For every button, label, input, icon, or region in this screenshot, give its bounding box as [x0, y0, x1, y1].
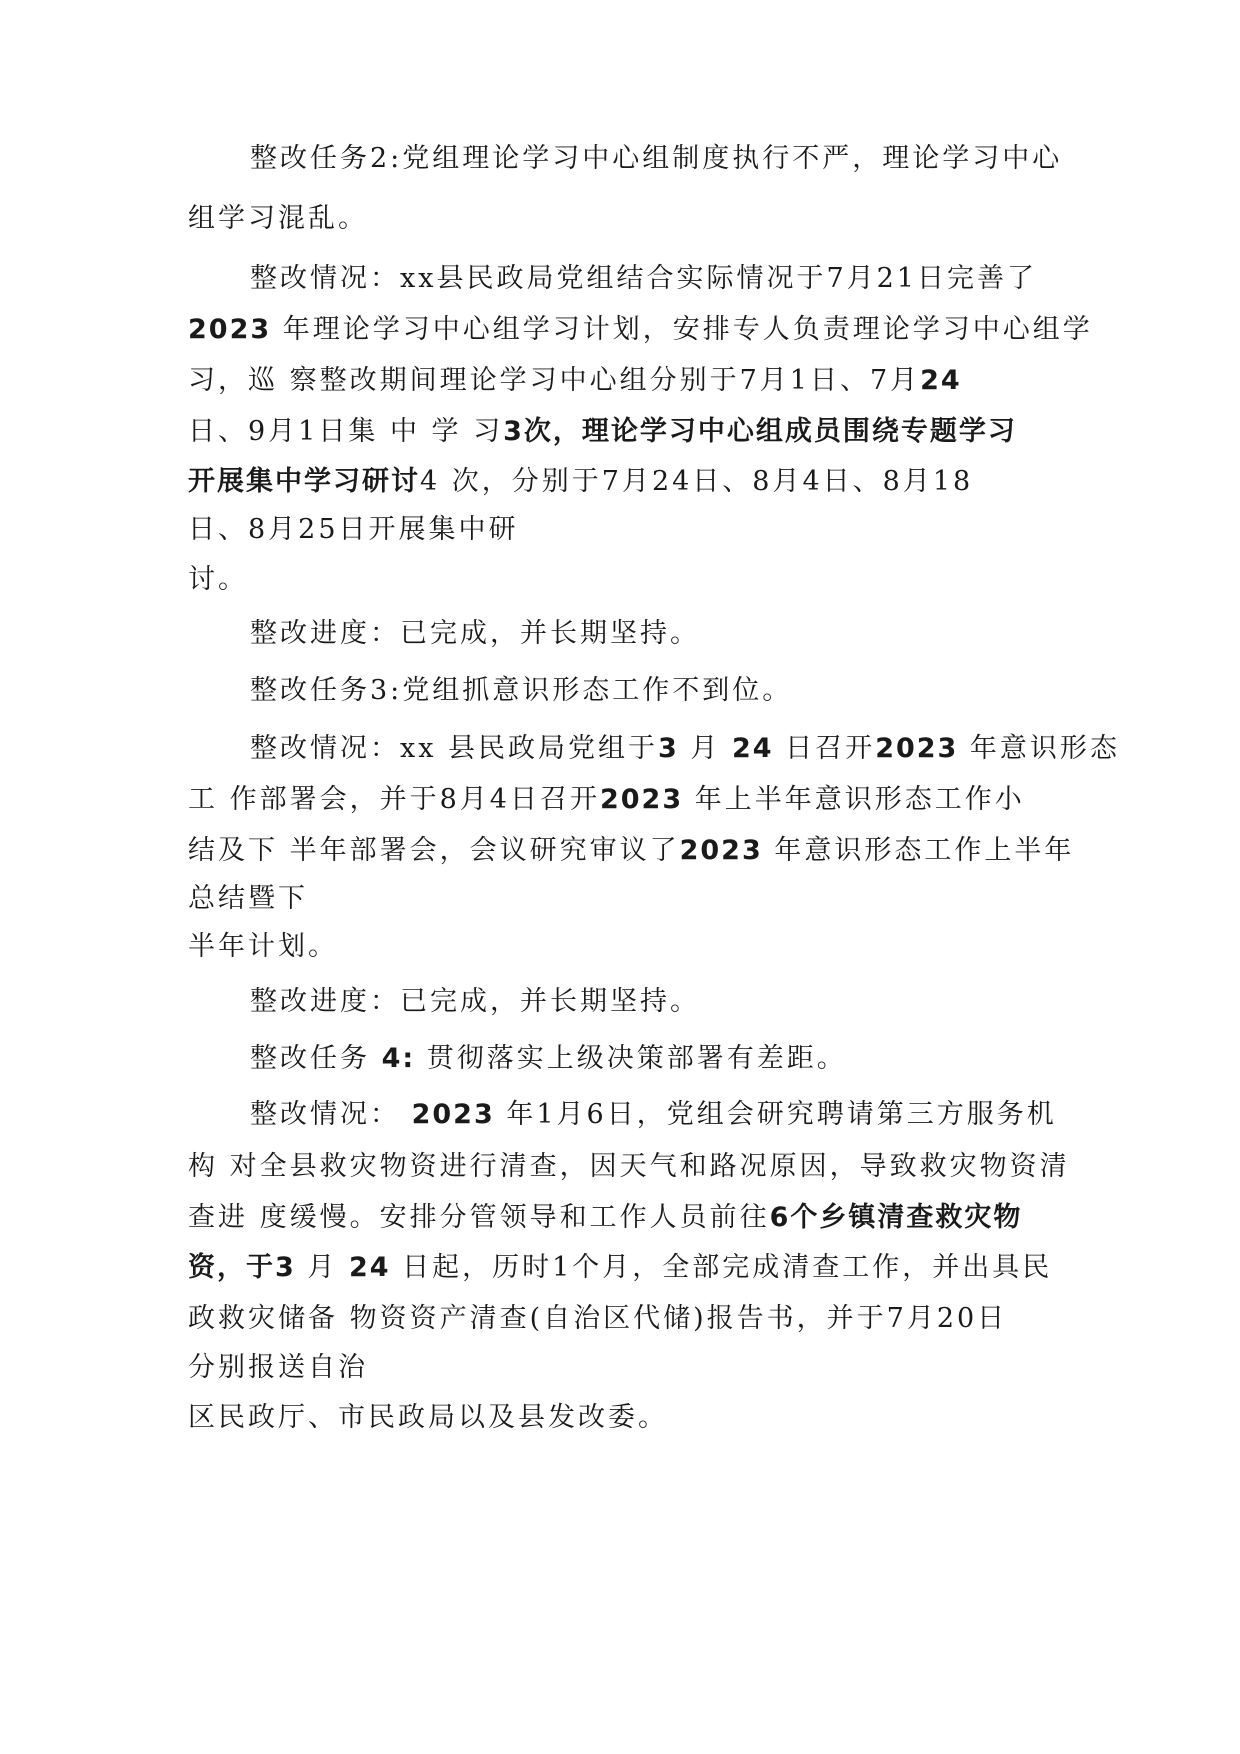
text-segment: 习，巡 察整改期间理论学习中心组分别于7月1日、7月	[188, 365, 921, 396]
paragraph-line	[188, 512, 1068, 548]
text-segment: 月	[678, 733, 733, 764]
text-segment: 整改任务3:党组抓意识形态工作不到位。	[250, 675, 793, 706]
text-segment: 整改情况：xx 县民政局党组于	[250, 733, 659, 764]
text-segment: 整改进度：已完成，并长期坚持。	[250, 986, 700, 1017]
paragraph-line	[250, 731, 1120, 767]
paragraph-line	[188, 833, 1075, 869]
paragraph-line	[250, 984, 1068, 1020]
paragraph-line	[188, 782, 1068, 818]
text-segment: 年1月6日，党组会研究聘请第三方服务机	[494, 1099, 1057, 1130]
text-segment: 整改情况：xx县民政局党组结合实际情况于7月21日完善了	[250, 263, 1037, 294]
paragraph-line	[188, 1200, 1068, 1236]
bold-text: 3	[658, 733, 679, 764]
text-segment: 日召开	[773, 733, 876, 764]
text-segment: 年理论学习中心组学习计划，安排专人负责理论学习中心组学	[271, 314, 1093, 345]
paragraph-line	[188, 414, 1068, 450]
paragraph-line	[188, 1149, 1068, 1185]
text-segment: 年意识形态工作上半年	[762, 835, 1075, 866]
paragraph-line	[188, 881, 1068, 917]
text-segment: 构 对全县救灾物资进行清查，因天气和路况原因，导致救灾物资清	[188, 1151, 1070, 1182]
text-segment: 贯彻落实上级决策部署有差距。	[415, 1043, 847, 1074]
bold-text: 24	[348, 1252, 391, 1283]
text-segment: 组学习混乱。	[188, 203, 368, 234]
text-segment: 政救灾储备 物资资产清查(自治区代储)报告书，并于7月20日	[188, 1303, 1008, 1334]
paragraph-line	[188, 1400, 1068, 1436]
text-segment: 4 次，分别于7月24日、8月4日、8月18	[420, 466, 974, 497]
paragraph-line	[188, 363, 1068, 399]
text-segment: 整改任务	[250, 1043, 382, 1074]
text-segment: 整改进度：已完成，并长期坚持。	[250, 618, 700, 649]
text-segment: 年上半年意识形态工作小	[683, 784, 1025, 815]
bold-text: 开展集中学习研讨	[188, 466, 420, 497]
paragraph-line	[250, 261, 1068, 297]
text-segment: 整改情况：	[250, 1099, 412, 1130]
text-segment: 半年计划。	[188, 931, 338, 962]
paragraph-line	[188, 312, 1093, 348]
bold-text: 2023	[679, 835, 763, 866]
text-segment: 区民政厅、市民政局以及县发改委。	[188, 1402, 668, 1433]
bold-text: 24	[920, 365, 962, 396]
bold-text: 3	[275, 1252, 296, 1283]
text-segment: 月	[295, 1252, 349, 1283]
text-segment: 讨。	[188, 564, 248, 595]
bold-text: 2023	[188, 314, 272, 345]
paragraph-line	[188, 201, 1068, 237]
paragraph-line	[250, 1041, 1068, 1077]
text-segment: 分别报送自治	[188, 1352, 368, 1383]
paragraph-line	[188, 562, 1068, 598]
bold-text: 4:	[381, 1043, 416, 1074]
text-segment: 整改任务2:党组理论学习中心组制度执行不严，理论学习中心	[250, 143, 1063, 174]
paragraph-line	[250, 673, 1068, 709]
text-segment: 日、9月1日集 中 学 习	[188, 416, 504, 447]
text-segment: 总结暨下	[188, 883, 308, 914]
paragraph-line	[188, 929, 1068, 965]
paragraph-line	[188, 1301, 1068, 1337]
paragraph-line	[188, 464, 1068, 500]
bold-text: 6个乡镇清查救灾物	[769, 1202, 1023, 1233]
bold-text: 24	[732, 733, 774, 764]
text-segment: 查进 度缓慢。安排分管领导和工作人员前往	[188, 1202, 770, 1233]
bold-text: 资，于	[188, 1252, 275, 1283]
paragraph-line	[188, 1250, 1068, 1286]
text-segment: 年意识形态	[958, 733, 1120, 764]
text-segment: 日起，历时1个月，全部完成清查工作，并出具民	[390, 1252, 1053, 1283]
bold-text: 2023	[599, 784, 684, 815]
text-segment: 日、8月25日开展集中研	[188, 514, 519, 545]
paragraph-line	[188, 1350, 1068, 1386]
bold-text: 3次，理论学习中心组成员围绕专题学习	[503, 416, 1017, 447]
text-segment: 结及下 半年部署会，会议研究审议了	[188, 835, 680, 866]
paragraph-line	[250, 1097, 1068, 1133]
text-segment: 工 作部署会，并于8月4日召开	[188, 784, 600, 815]
bold-text: 2023	[411, 1099, 495, 1130]
bold-text: 2023	[875, 733, 959, 764]
paragraph-line	[250, 141, 1068, 177]
paragraph-line	[250, 616, 1068, 652]
